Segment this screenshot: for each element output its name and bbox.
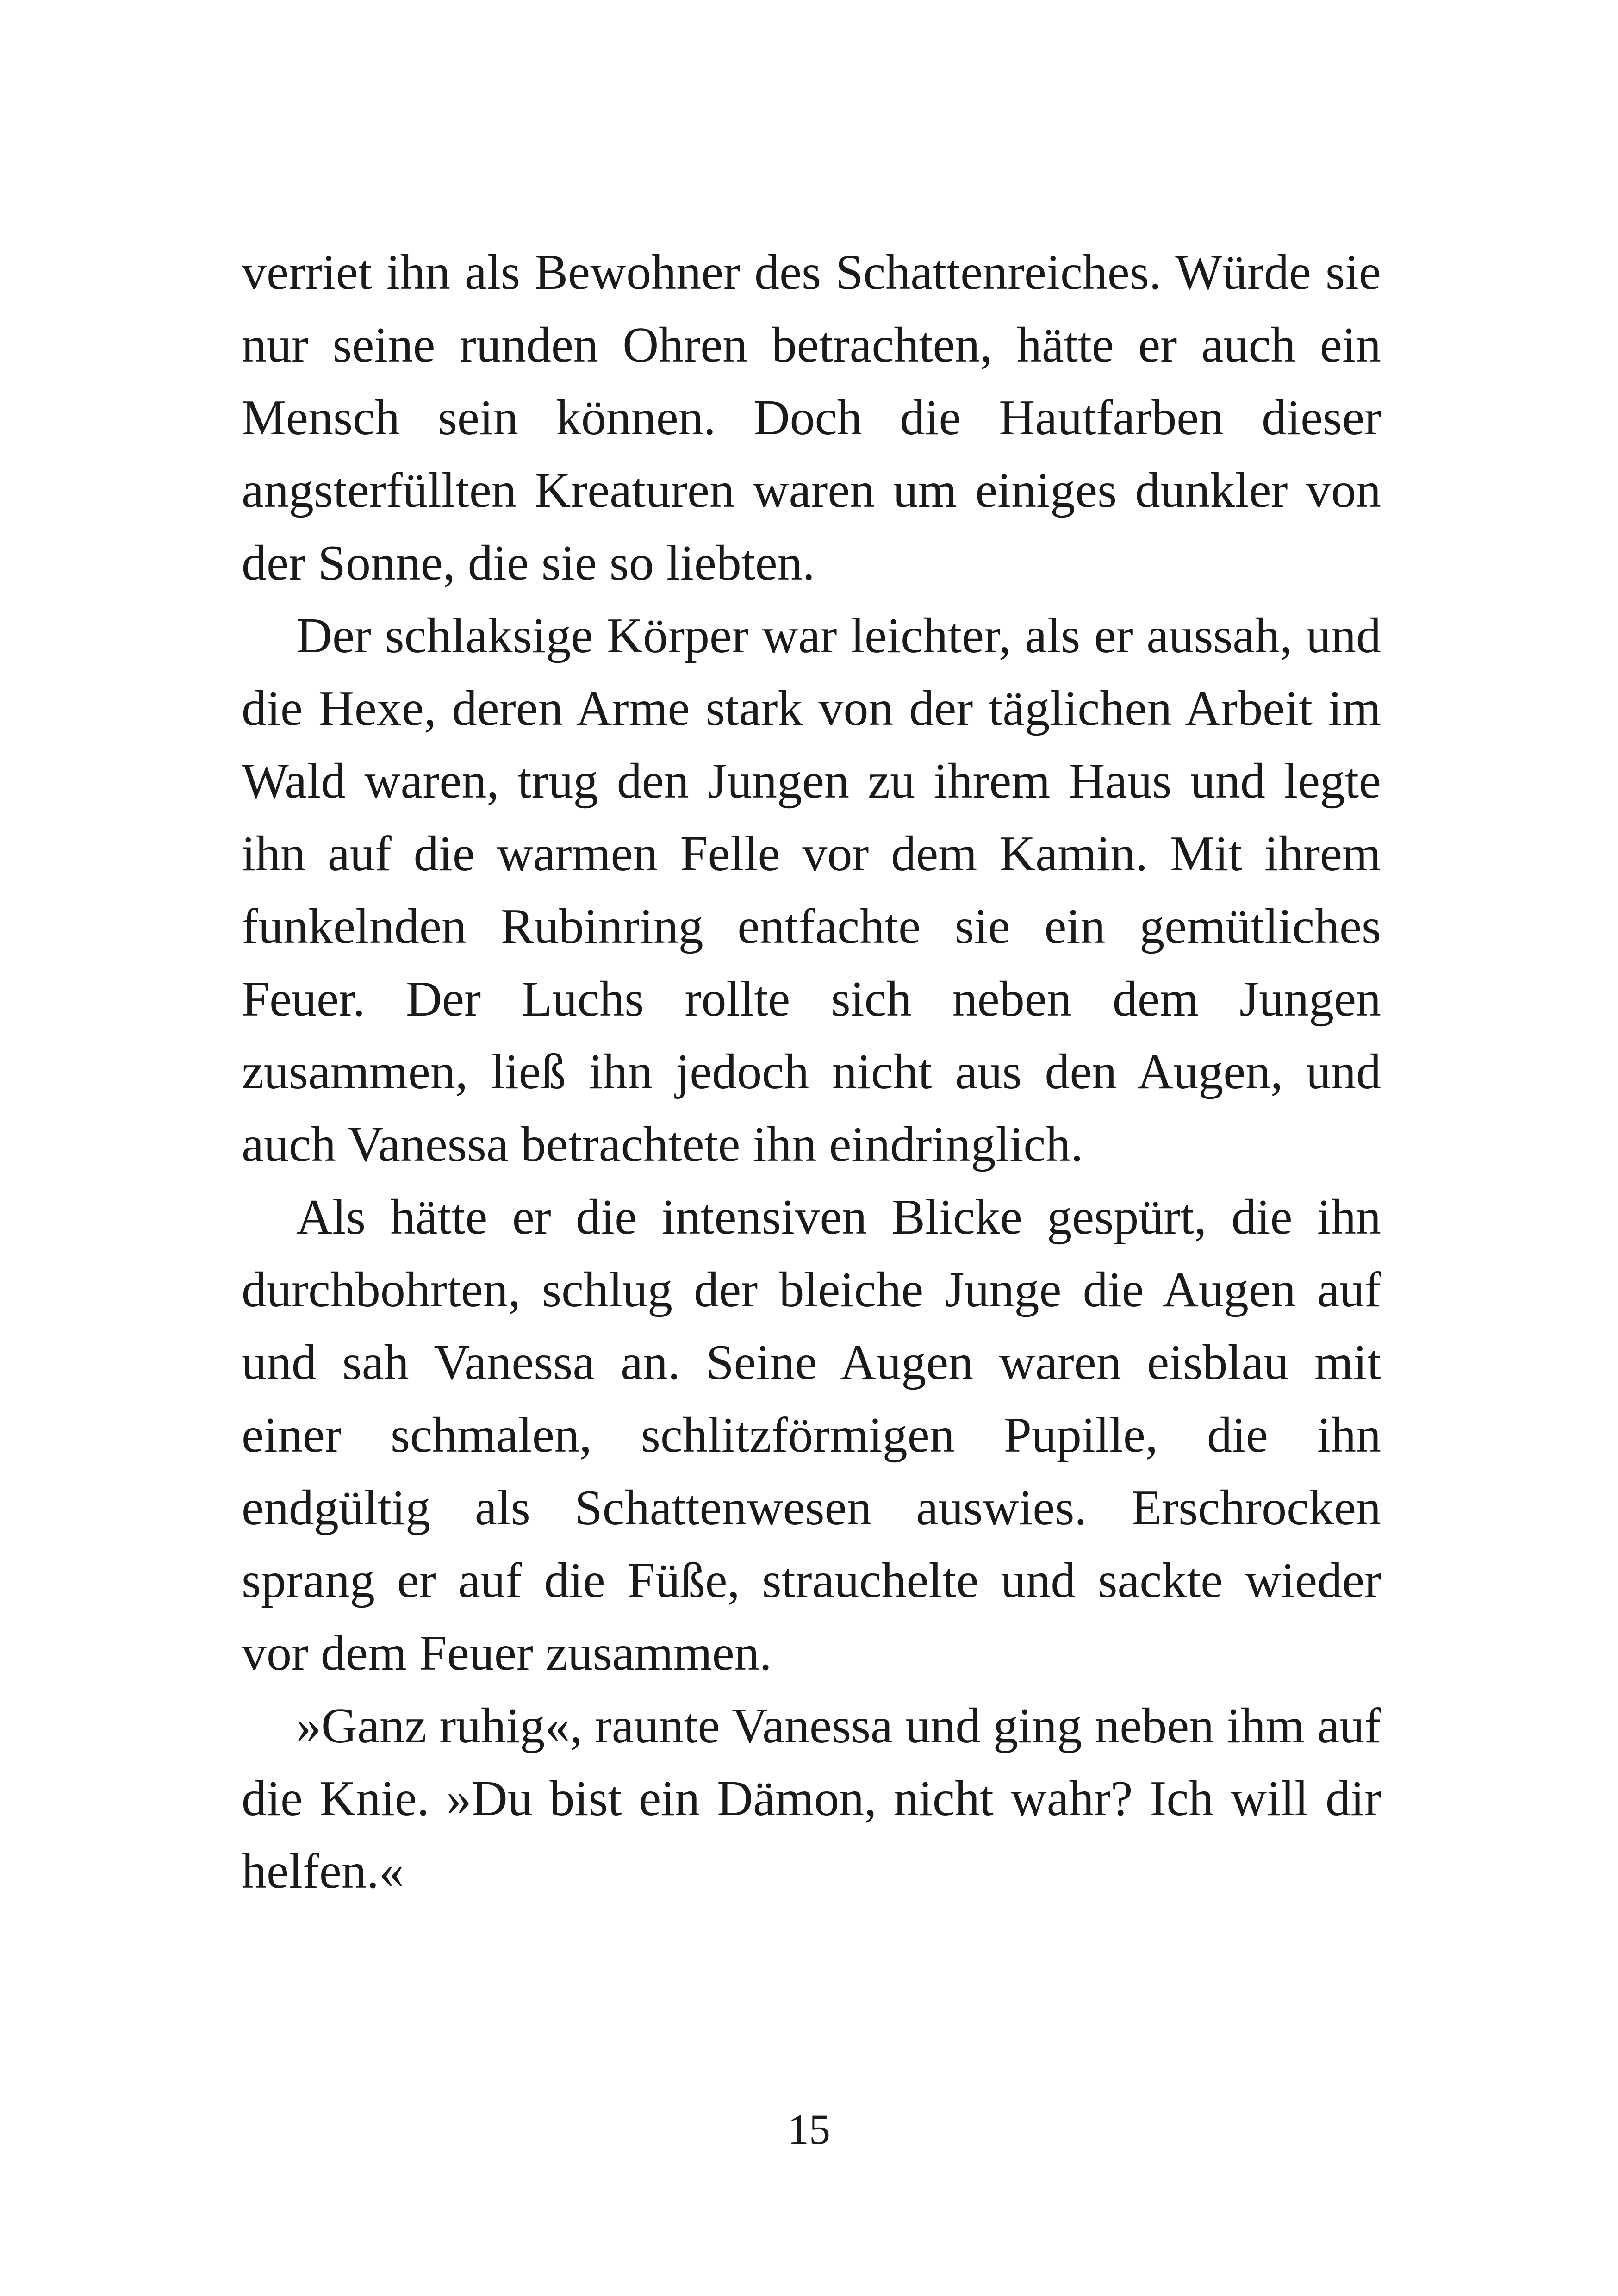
paragraph-2: Der schlaksige Körper war leichter, als er aussah, und die Hexe, deren Arme stark von der täglichen Arbeit im Wald waren, trug den Jungen zu ihrem Haus und legte ihn auf die warmen Felle vor dem Kamin. Mit ihrem funkelnden Rubinring entfachte sie ein gemütliches Feuer. Der Luchs rollte sich neben dem Jungen zusammen, ließ ihn jedoch nicht aus den Augen, und auch Vanessa betrachtete ihn eindringlich. [242, 608, 1381, 1172]
page-number: 15 [788, 2106, 830, 2153]
paragraph-3: Als hätte er die intensiven Blicke gespürt, die ihn durchbohrten, schlug der bleiche Junge die Augen auf und sah Vanessa an. Seine Augen waren eisblau mit einer schmalen, schlitzförmigen Pupille, die ihn endgültig als Schattenwesen auswies. Erschrocken sprang er auf die Füße, strauchelte und sackte wieder vor dem Feuer zusammen. [242, 1190, 1381, 1681]
paragraph-4: »Ganz ruhig«, raunte Vanessa und ging neben ihm auf die Knie. »Du bist ein Dämon, nicht wahr? Ich will dir helfen.« [242, 1698, 1381, 1899]
paragraph-1: verriet ihn als Bewohner des Schattenreiches. Würde sie nur seine runden Ohren betrachten, hätte er auch ein Mensch sein können. Doch die Hautfarben dieser angsterfüllten Kreaturen waren um einiges dunkler von der Sonne, die sie so liebten. [242, 245, 1381, 591]
body-text [242, 236, 1381, 1908]
